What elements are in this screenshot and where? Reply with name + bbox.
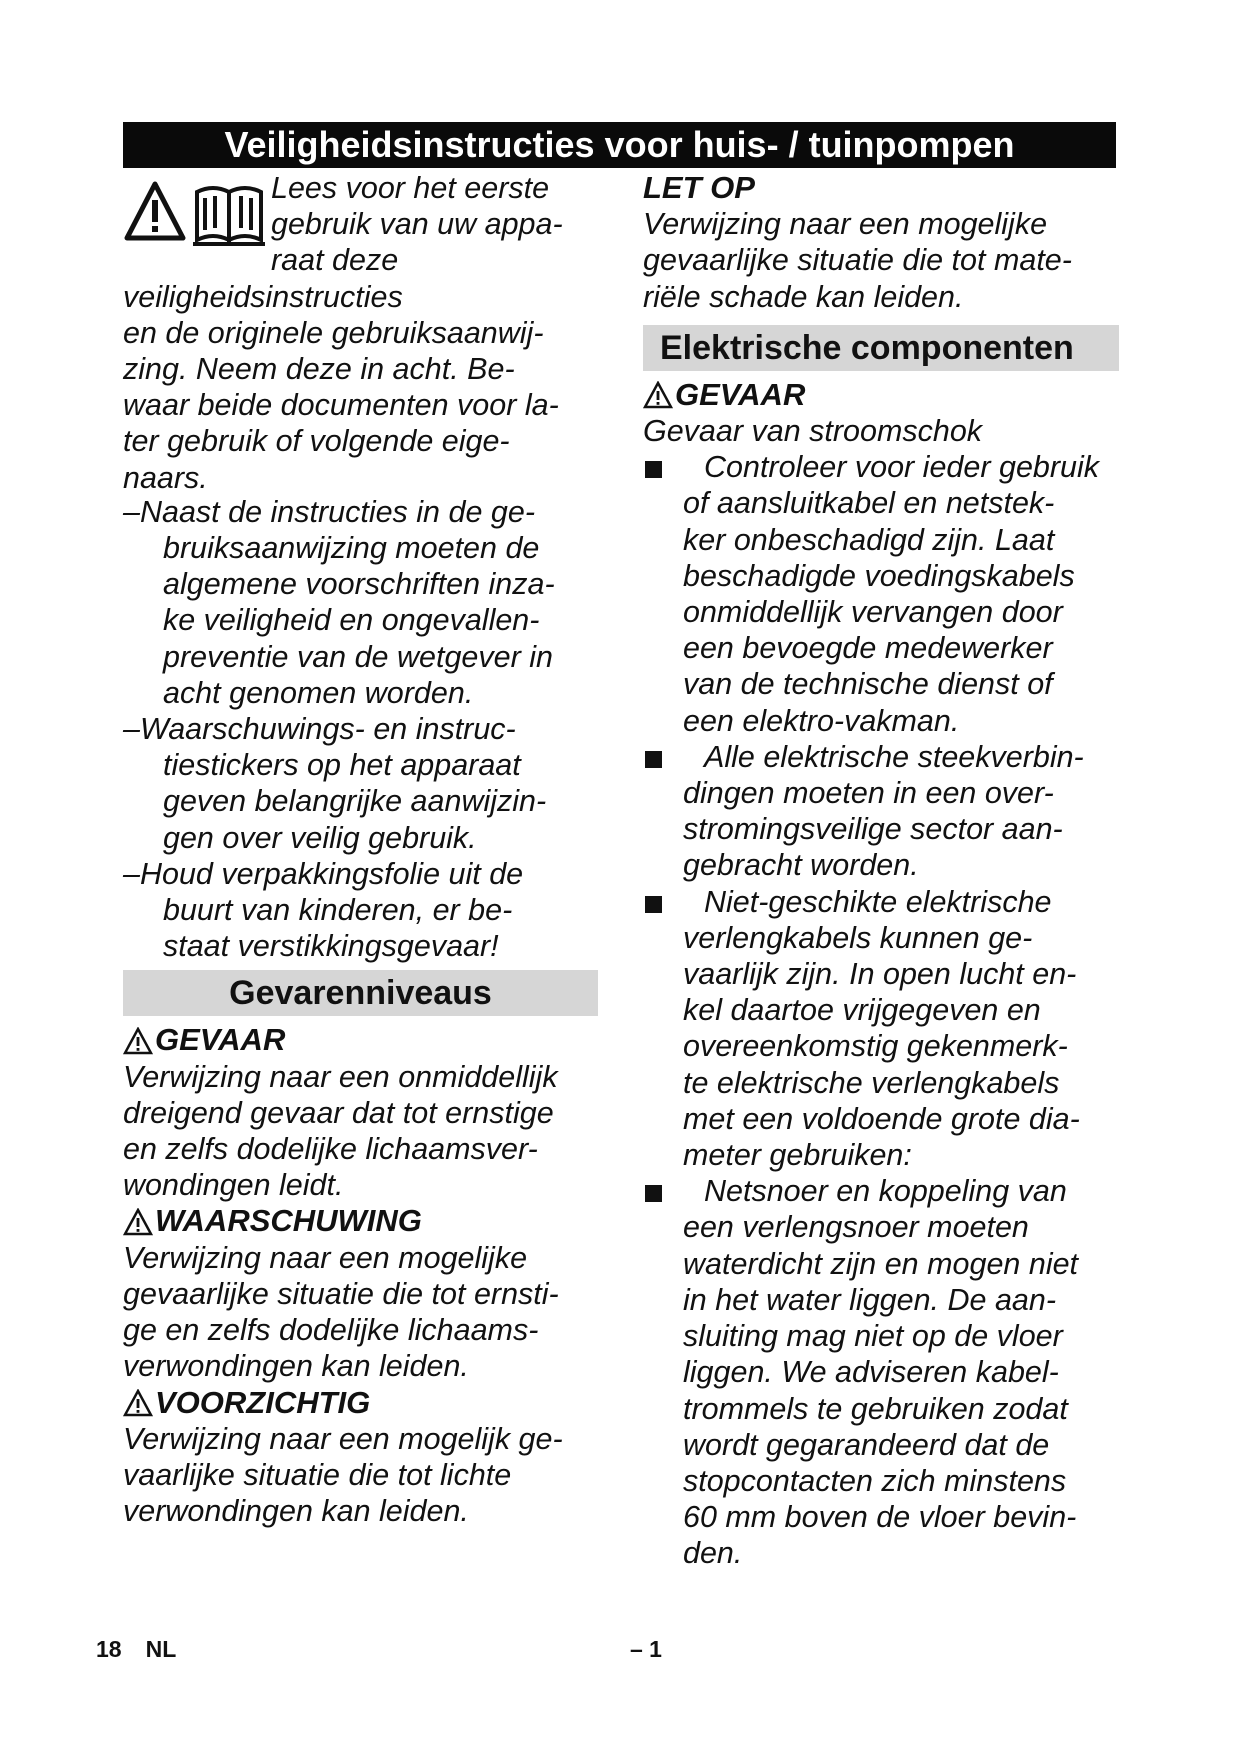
dash-line: gen over veilig gebruik. — [163, 820, 477, 855]
warning-triangle-icon — [123, 1389, 153, 1417]
bullet-line: Controleer voor ieder gebruik — [704, 450, 1100, 485]
dash-line: staat verstikkingsgevaar! — [163, 929, 499, 964]
let-op-text: gevaarlijke situatie die tot mate- — [643, 243, 1072, 278]
hazard-label: WAARSCHUWING — [155, 1203, 422, 1239]
intro-line: Lees voor het eerste — [271, 171, 550, 205]
bullet-line: gebracht worden. — [683, 848, 919, 883]
bullet-line: sluiting mag niet op de vloer — [683, 1319, 1063, 1354]
let-op-label: LET OP — [643, 170, 755, 205]
page-title: Veiligheidsinstructies voor huis- / tuinpompen — [123, 122, 1116, 168]
bullet-line: den. — [683, 1536, 743, 1571]
dash-item — [123, 711, 598, 856]
bullet-item — [643, 449, 1119, 739]
bullet-line: overeenkomstig gekenmerk- — [683, 1029, 1068, 1064]
dash-line: buurt van kinderen, er be- — [163, 893, 513, 928]
bullet-line: te elektrische verlengkabels — [683, 1065, 1060, 1100]
danger-heading — [643, 377, 1119, 413]
bullet-square-icon — [645, 1185, 662, 1202]
intro-line: waar beide documenten voor la- — [123, 388, 559, 423]
hazard-text: Verwijzing naar een mogelijk ge- — [123, 1421, 563, 1456]
right-column — [643, 170, 1119, 1572]
intro-line: ter gebruik of volgende eige- — [123, 424, 510, 459]
bullet-line: 60 mm boven de vloer bevin- — [683, 1500, 1077, 1535]
hazard-text: en zelfs dodelijke lichaamsver- — [123, 1132, 538, 1167]
bullet-line: Netsnoer en koppeling van — [704, 1174, 1067, 1209]
bullet-line: beschadigde voedingskabels — [683, 558, 1075, 593]
bullet-square-icon — [645, 461, 662, 478]
warning-triangle-icon — [127, 184, 183, 238]
footer-page-info — [96, 1636, 200, 1663]
dash-line: –Waarschuwings- en instruc- — [123, 712, 516, 747]
dash-item — [123, 494, 598, 711]
section-title-elektrische-componenten: Elektrische componenten — [643, 325, 1119, 371]
bullet-line: ker onbeschadigd zijn. Laat — [683, 522, 1055, 557]
dash-line: –Houd verpakkingsfolie uit de — [123, 856, 524, 891]
danger-subtitle: Gevaar van stroomschok — [643, 414, 983, 449]
hazard-text: wondingen leidt. — [123, 1168, 344, 1203]
warning-triangle-icon — [123, 1208, 153, 1236]
hazard-text: Verwijzing naar een onmiddellijk — [123, 1059, 558, 1094]
dash-item — [123, 856, 598, 965]
danger-label: GEVAAR — [675, 376, 806, 412]
hazard-text: Verwijzing naar een mogelijke — [123, 1240, 528, 1275]
bullet-line: trommels te gebruiken zodat — [683, 1391, 1068, 1426]
bullet-line: Niet-geschikte elektrische — [704, 884, 1052, 919]
warning-triangle-icon — [123, 1027, 153, 1055]
bullet-line: meter gebruiken: — [683, 1138, 912, 1173]
bullet-line: liggen. We adviseren kabel- — [683, 1355, 1059, 1390]
intro-line: zing. Neem deze in acht. Be- — [123, 352, 515, 387]
let-op-text: Verwijzing naar een mogelijke — [643, 207, 1048, 242]
hazard-text: dreigend gevaar dat tot ernstige — [123, 1095, 554, 1130]
intro-line: en de originele gebruiksaanwij- — [123, 315, 544, 350]
bullet-item — [643, 739, 1119, 884]
hazard-level-waarschuwing — [123, 1203, 598, 1384]
hazard-text: verwondingen kan leiden. — [123, 1494, 469, 1529]
intro-line: raat deze veiligheidsinstructies — [123, 243, 403, 314]
dash-list — [123, 494, 598, 965]
hazard-text: gevaarlijke situatie die tot ernsti- — [123, 1276, 559, 1311]
intro-icons — [123, 178, 271, 258]
bullet-line: waterdicht zijn en mogen niet — [683, 1246, 1079, 1281]
page-number: 18 — [96, 1636, 122, 1662]
bullet-line: onmiddellijk vervangen door — [683, 595, 1063, 630]
intro-line: gebruik van uw appa- — [271, 207, 563, 242]
bullet-line: wordt gegarandeerd dat de — [683, 1427, 1050, 1462]
hazard-text: verwondingen kan leiden. — [123, 1349, 469, 1384]
dash-line: tiestickers op het apparaat — [163, 748, 521, 783]
intro-line: naars. — [123, 460, 208, 495]
dash-line: geven belangrijke aanwijzin- — [163, 784, 547, 819]
bullet-line: een bevoegde medewerker — [683, 631, 1053, 666]
bullet-line: een elektro-vakman. — [683, 703, 960, 738]
hazard-level-voorzichtig — [123, 1385, 598, 1530]
bullet-line: met een voldoende grote dia- — [683, 1101, 1080, 1136]
language-code: NL — [145, 1636, 177, 1662]
bullet-line: stromingsveilige sector aan- — [683, 812, 1063, 847]
bullet-item — [643, 884, 1119, 1174]
manual-book-icon — [193, 188, 265, 244]
dash-line: preventie van de wetgever in — [163, 639, 553, 674]
hazard-label: VOORZICHTIG — [155, 1384, 371, 1420]
bullet-line: dingen moeten in een over- — [683, 776, 1054, 811]
dash-line: bruiksaanwijzing moeten de — [163, 531, 540, 566]
hazard-label: GEVAAR — [155, 1022, 286, 1058]
bullet-line: van de technische dienst of — [683, 667, 1053, 702]
warning-and-manual-icons — [123, 178, 271, 248]
dash-line: acht genomen worden. — [163, 675, 474, 710]
bullet-item — [643, 1173, 1119, 1571]
bullet-line: een verlengsnoer moeten — [683, 1210, 1029, 1245]
hazard-level-gevaar — [123, 1022, 598, 1203]
hazard-text: ge en zelfs dodelijke lichaams- — [123, 1313, 539, 1348]
left-column — [123, 170, 598, 1529]
dash-line: algemene voorschriften inza- — [163, 567, 555, 602]
hazard-text: vaarlijke situatie die tot lichte — [123, 1457, 512, 1492]
bullet-line: stopcontacten zich minstens — [683, 1463, 1067, 1498]
section-title-gevarenniveaus: Gevarenniveaus — [123, 970, 598, 1016]
dash-line: ke veiligheid en ongevallen- — [163, 603, 540, 638]
bullet-line: vaarlijk zijn. In open lucht en- — [683, 957, 1077, 992]
dash-line: –Naast de instructies in de ge- — [123, 494, 535, 529]
bullet-square-icon — [645, 751, 662, 768]
bullet-line: in het water liggen. De aan- — [683, 1282, 1056, 1317]
bullet-line: kel daartoe vrijgegeven en — [683, 993, 1041, 1028]
bullet-line: Alle elektrische steekverbin- — [704, 739, 1084, 774]
bullet-line: verlengkabels kunnen ge- — [683, 920, 1033, 955]
let-op-text: riële schade kan leiden. — [643, 279, 964, 314]
bullet-line: of aansluitkabel en netstek- — [683, 486, 1055, 521]
bullet-square-icon — [645, 896, 662, 913]
warning-triangle-icon — [643, 381, 673, 409]
footer-center-number: – 1 — [630, 1636, 662, 1662]
